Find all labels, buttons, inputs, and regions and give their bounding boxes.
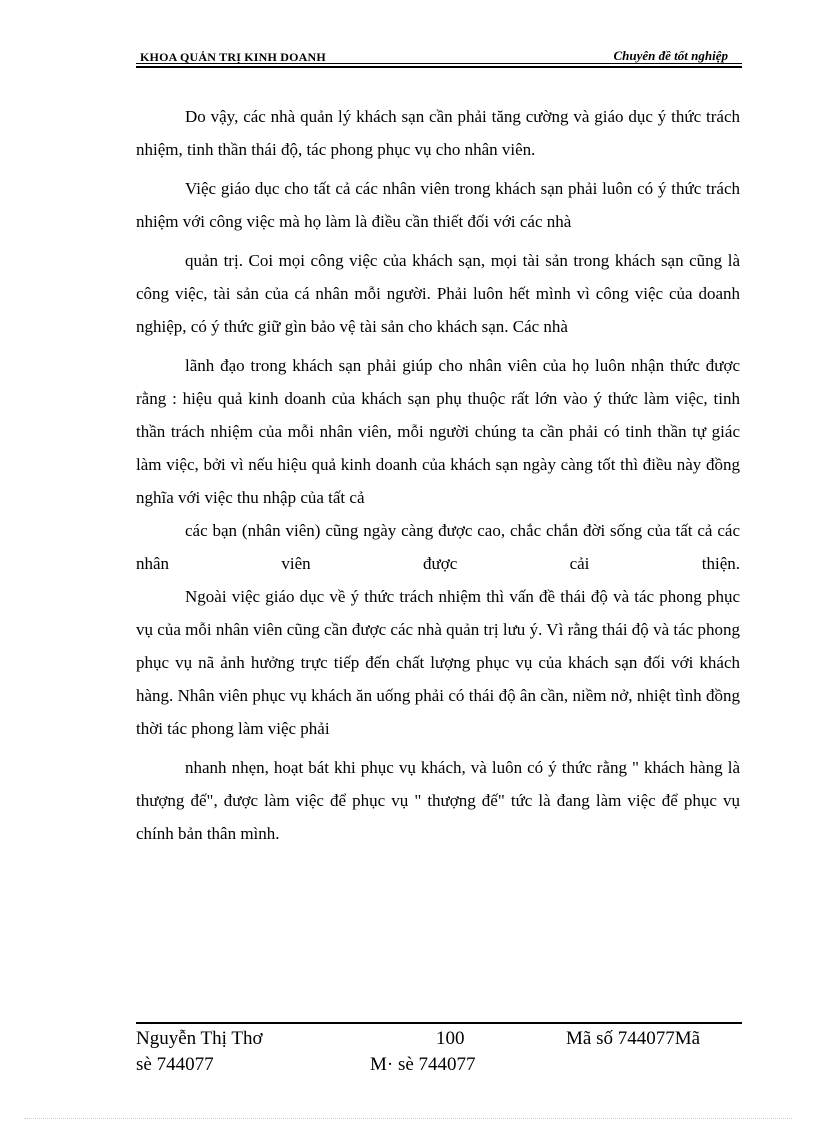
footer-rule xyxy=(136,1022,742,1024)
header-rule-thick xyxy=(136,66,742,68)
paragraph: Do vậy, các nhà quản lý khách sạn cần phải tăng cường và giáo dục ý thức trách nhiệm, tinh thần thái độ, tác phong phục vụ cho nhân viên. xyxy=(136,107,740,159)
footer-code-continued: sè 744077 xyxy=(136,1054,214,1075)
footer-author: Nguyễn Thị Thơ xyxy=(136,1028,263,1049)
paragraph: quản trị. Coi mọi công việc của khách sạn, mọi tài sản trong khách sạn cũng là công việc, tài sản của cá nhân mỗi người. Phải luôn hết mình vì công việc của doanh nghiệp, có ý thức giữ gìn bảo vệ tài sản cho khách sạn. Các nhà xyxy=(136,251,740,336)
page-header xyxy=(136,48,742,68)
footer-code: Mã số 744077Mã xyxy=(566,1028,701,1049)
document-body xyxy=(136,100,740,850)
page-number: 100 xyxy=(436,1028,465,1049)
header-faculty: KHOA QUẢN TRỊ KINH DOANH xyxy=(140,50,326,64)
paragraph: Ngoài việc giáo dục về ý thức trách nhiệm thì vấn đề thái độ và tác phong phục vụ của mỗi nhân viên cũng cần được các nhà quản trị lưu ý. Vì rằng thái độ và tác phong phục vụ nã ảnh hưởng trực tiếp đến chất lượng phục vụ của khách sạn đối với khách hàng. Nhân viên phục vụ khách ăn uống phải có thái độ ân cần, niềm nở, nhiệt tình đồng thời tác phong làm việc phải xyxy=(136,587,740,738)
paragraph: nhanh nhẹn, hoạt bát khi phục vụ khách, và luôn có ý thức rằng " khách hàng là thượng đế", được làm việc để phục vụ " thượng đế" tức là đang làm việc để phục vụ chính bản thân mình. xyxy=(136,758,740,843)
header-rule xyxy=(136,63,742,64)
paragraph: lãnh đạo trong khách sạn phải giúp cho nhân viên của họ luôn nhận thức được rằng : hiệu quả kinh doanh của khách sạn phụ thuộc rất lớn vào ý thức làm việc, tinh thần trách nhiệm của mỗi nhân viên, mỗi người chúng ta cần phải có tinh thần tự giác làm việc, bởi vì nếu hiệu quả kinh doanh của khách sạn ngày càng tốt thì điều này đồng nghĩa với việc thu nhập của tất cả xyxy=(136,356,740,507)
paragraph: các bạn (nhân viên) cũng ngày càng được cao, chắc chắn đời sống của tất cả các nhân viên được cải thiện. xyxy=(136,521,740,573)
page-edge-divider xyxy=(24,1118,792,1119)
footer-code-continued-2: M· sè 744077 xyxy=(370,1054,476,1075)
paragraph: Việc giáo dục cho tất cả các nhân viên trong khách sạn phải luôn có ý thức trách nhiệm với công việc mà họ làm là điều cần thiết đối với các nhà xyxy=(136,179,740,231)
header-doc-type: Chuyên đề tốt nghiệp xyxy=(613,48,728,63)
